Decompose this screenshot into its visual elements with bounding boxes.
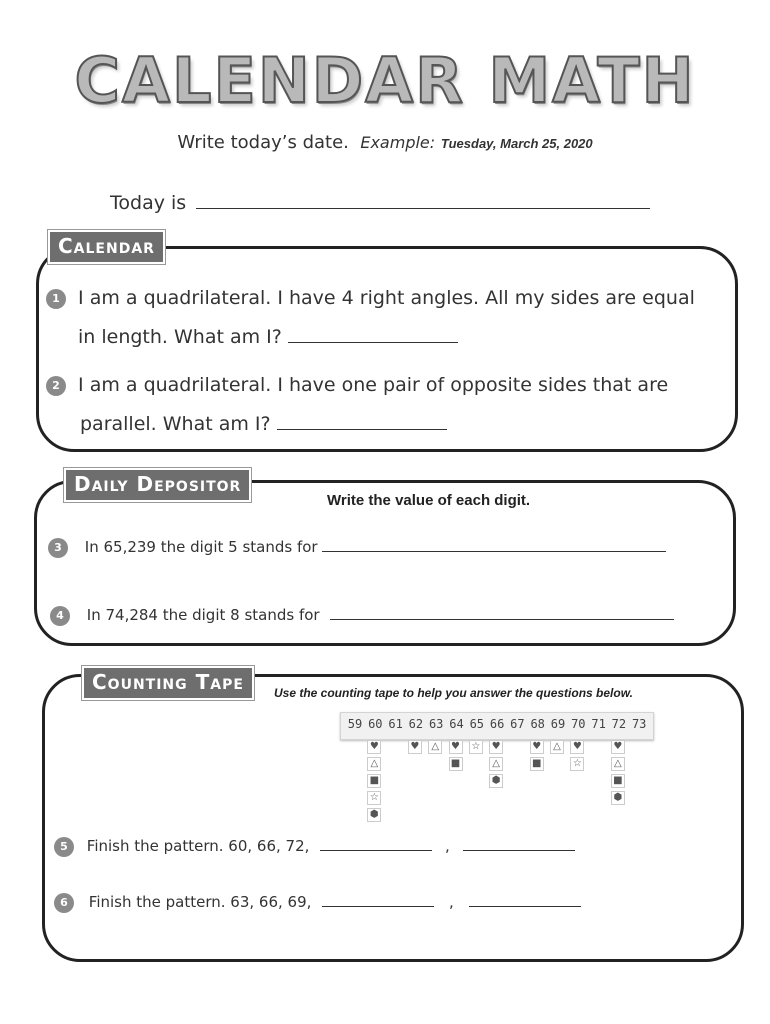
tape-number: 67 bbox=[510, 717, 525, 731]
tape-symbol-column bbox=[550, 740, 564, 757]
question-4: 4 In 74,284 the digit 8 stands for bbox=[50, 605, 674, 626]
question-2: 2 I am a quadrilateral. I have one pair of opposite sides that are bbox=[46, 374, 668, 396]
question-number-3: 3 bbox=[48, 538, 68, 558]
tape-number: 59 bbox=[347, 717, 363, 731]
daily-depositor-subtitle: Write the value of each digit. bbox=[327, 492, 531, 509]
tape-symbol-column bbox=[367, 740, 381, 825]
instruction-text: Write today’s date. bbox=[177, 132, 349, 153]
hexagon-icon: ⬢ bbox=[611, 791, 625, 805]
tape-number: 68 bbox=[530, 717, 545, 731]
tape-symbol-column bbox=[530, 740, 544, 774]
question-1-line-2: in length. What am I? bbox=[78, 326, 458, 348]
triangle-icon: △ bbox=[489, 757, 503, 771]
question-6: 6 Finish the pattern. 63, 66, 69, , bbox=[54, 892, 581, 913]
question-number-5: 5 bbox=[54, 837, 74, 857]
tape-number: 66 bbox=[489, 717, 505, 731]
counting-tape-tab: Counting Tape bbox=[82, 666, 254, 700]
tape-symbol-column bbox=[408, 740, 422, 757]
question-1: 1 I am a quadrilateral. I have 4 right angles. All my sides are equal bbox=[46, 287, 695, 309]
tape-number: 72 bbox=[611, 717, 627, 731]
square-icon: ■ bbox=[367, 774, 381, 788]
question-3: 3 In 65,239 the digit 5 stands for bbox=[48, 537, 666, 558]
tape-number: 73 bbox=[631, 717, 647, 731]
counting-tape bbox=[340, 712, 654, 740]
daily-depositor-tab: Daily Depositor bbox=[64, 468, 251, 502]
star-icon: ☆ bbox=[367, 791, 381, 805]
question-5: 5 Finish the pattern. 60, 66, 72, , bbox=[54, 836, 575, 857]
page-title: CALENDAR MATH bbox=[74, 44, 696, 117]
answer-6a-field[interactable] bbox=[322, 892, 434, 907]
counting-tape-subtitle: Use the counting tape to help you answer the questions below. bbox=[274, 686, 633, 700]
heart-icon: ♥ bbox=[611, 740, 625, 754]
tape-number: 64 bbox=[449, 717, 464, 731]
tape-number: 62 bbox=[408, 717, 424, 731]
answer-3-field[interactable] bbox=[322, 537, 666, 552]
answer-1-field[interactable] bbox=[288, 328, 458, 343]
tape-symbol-column bbox=[489, 740, 503, 791]
triangle-icon: △ bbox=[428, 740, 442, 754]
answer-4-field[interactable] bbox=[330, 605, 674, 620]
tape-number: 65 bbox=[469, 717, 485, 731]
tape-number: 63 bbox=[428, 717, 444, 731]
today-label: Today is bbox=[110, 192, 187, 214]
example-label: Example bbox=[360, 133, 430, 152]
triangle-icon: △ bbox=[550, 740, 564, 754]
answer-6b-field[interactable] bbox=[469, 892, 581, 907]
star-icon: ☆ bbox=[469, 740, 483, 754]
heart-icon: ♥ bbox=[530, 740, 544, 754]
date-instruction: Write today’s date. Example: Tuesday, March 25, 2020 bbox=[177, 132, 593, 153]
heart-icon: ♥ bbox=[449, 740, 463, 754]
heart-icon: ♥ bbox=[408, 740, 422, 754]
question-number-1: 1 bbox=[46, 289, 66, 309]
tape-number: 69 bbox=[550, 717, 566, 731]
answer-5a-field[interactable] bbox=[320, 836, 432, 851]
triangle-icon: △ bbox=[611, 757, 625, 771]
question-2-line-2: parallel. What am I? bbox=[80, 413, 447, 435]
square-icon: ■ bbox=[611, 774, 625, 788]
today-row bbox=[110, 192, 650, 214]
tape-symbol-column bbox=[469, 740, 483, 757]
hexagon-icon: ⬢ bbox=[367, 808, 381, 822]
heart-icon: ♥ bbox=[489, 740, 503, 754]
tape-symbol-column bbox=[428, 740, 442, 757]
heart-icon: ♥ bbox=[367, 740, 381, 754]
question-number-6: 6 bbox=[54, 893, 74, 913]
tape-symbol-column bbox=[449, 740, 463, 774]
answer-2-field[interactable] bbox=[277, 415, 447, 430]
heart-icon: ♥ bbox=[570, 740, 584, 754]
star-icon: ☆ bbox=[570, 757, 584, 771]
tape-number: 70 bbox=[571, 717, 586, 731]
today-date-field[interactable] bbox=[196, 194, 650, 209]
tape-number: 71 bbox=[591, 717, 606, 731]
question-number-4: 4 bbox=[50, 606, 70, 626]
example-date: Tuesday, March 25, 2020 bbox=[440, 136, 593, 151]
tape-symbol-column bbox=[611, 740, 625, 808]
answer-5b-field[interactable] bbox=[463, 836, 575, 851]
tape-symbol-column bbox=[570, 740, 584, 774]
question-number-2: 2 bbox=[46, 376, 66, 396]
square-icon: ■ bbox=[530, 757, 544, 771]
square-icon: ■ bbox=[449, 757, 463, 771]
tape-number: 60 bbox=[368, 717, 383, 731]
triangle-icon: △ bbox=[367, 757, 381, 771]
calendar-tab: Calendar bbox=[48, 230, 165, 264]
hexagon-icon: ⬢ bbox=[489, 774, 503, 788]
tape-number: 61 bbox=[388, 717, 403, 731]
